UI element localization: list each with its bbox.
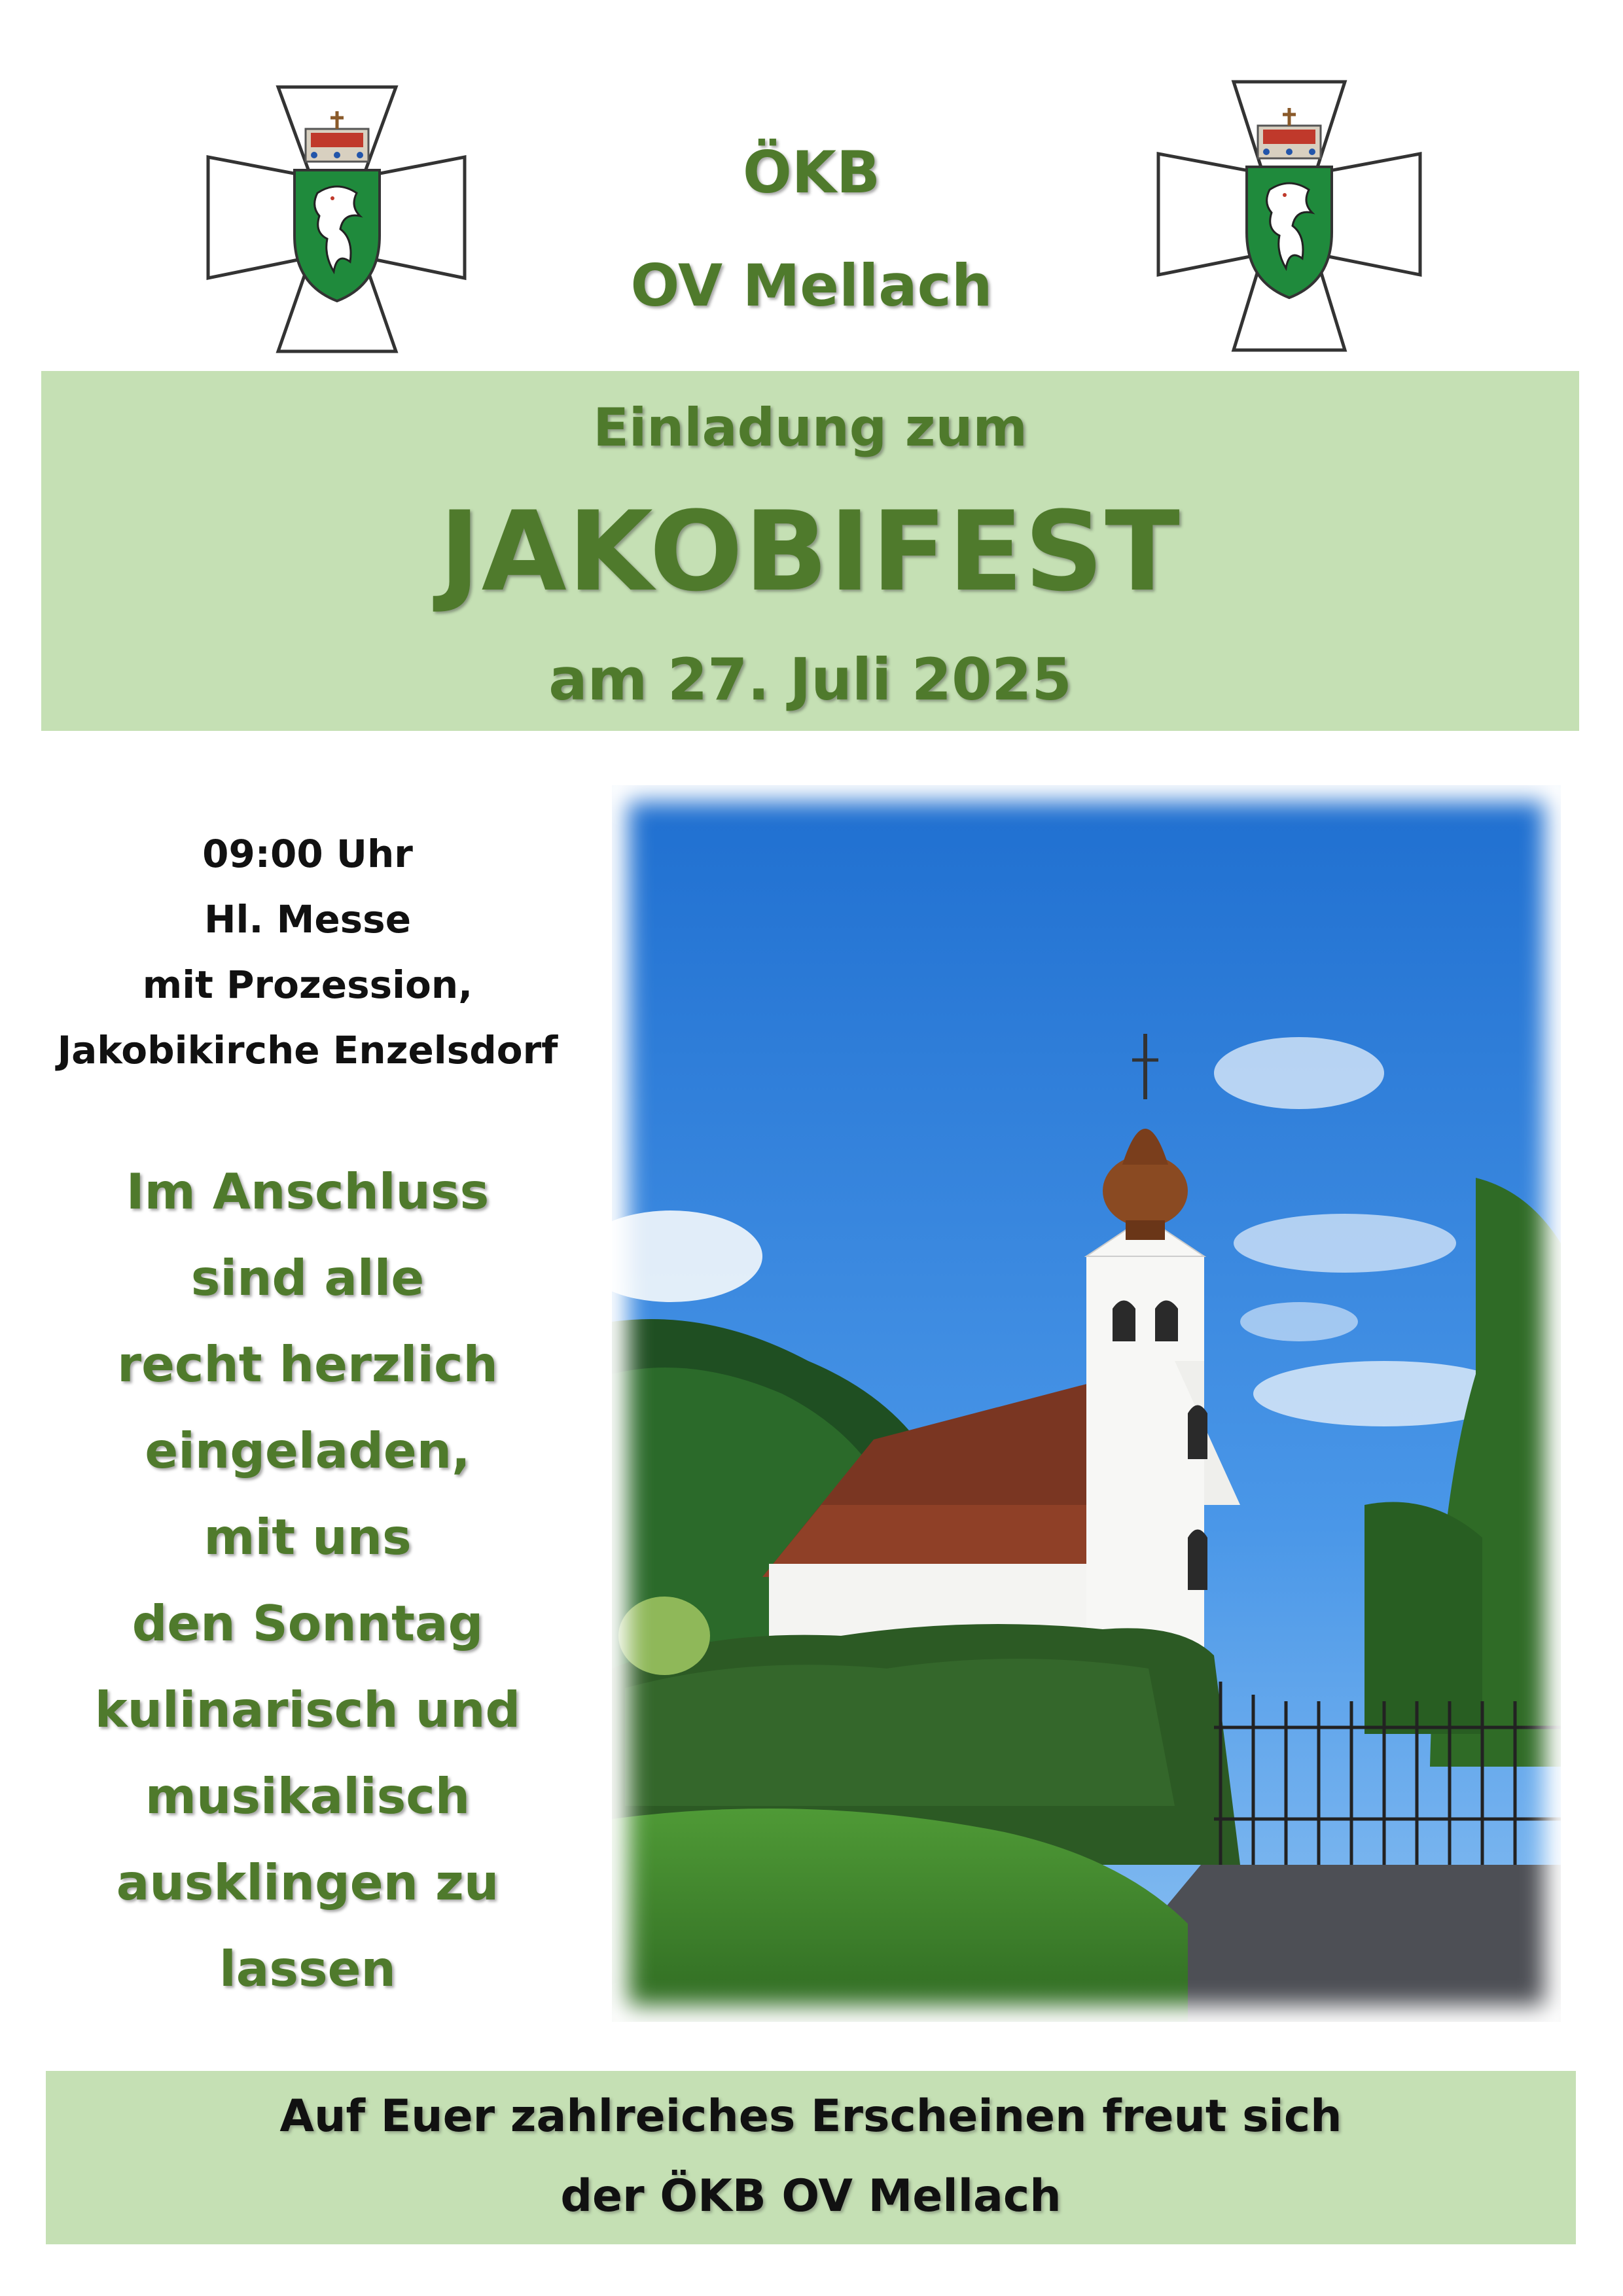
schedule-time: 09:00 Uhr [202,832,413,876]
event-date: am 27. Juli 2025 [548,646,1072,713]
closing-line-1: Auf Euer zahlreiches Erscheinen freut sich [279,2091,1342,2142]
schedule-block [39,821,576,1083]
event-banner [41,371,1579,731]
invitation-line: lassen [219,1940,396,1998]
church-photo [612,785,1561,2022]
invite-line: Einladung zum [593,397,1027,458]
invitation-line: eingeladen, [145,1422,471,1479]
org-name: OV Mellach [630,252,993,319]
invitation-line: ausklingen zu [116,1854,499,1911]
closing-banner [46,2071,1576,2244]
invitation-line: Im Anschluss [126,1163,490,1220]
cross-emblem-icon [1152,79,1427,353]
closing-line-2: der ÖKB OV Mellach [560,2170,1061,2222]
schedule-detail: mit Prozession, [142,963,473,1007]
org-abbreviation: ÖKB [742,139,881,206]
schedule-event: Hl. Messe [204,897,412,942]
invitation-line: recht herzlich [117,1335,498,1393]
invitation-text [65,1148,550,2012]
invitation-line: sind alle [190,1249,425,1307]
cross-emblem-icon [203,82,471,357]
invitation-line: musikalisch [145,1767,471,1825]
event-title: JAKOBIFEST [439,487,1181,616]
invitation-line: mit uns [204,1508,412,1566]
invitation-line: den Sonntag [132,1595,484,1652]
schedule-location: Jakobikirche Enzelsdorf [57,1028,558,1072]
invitation-line: kulinarisch und [94,1681,521,1739]
